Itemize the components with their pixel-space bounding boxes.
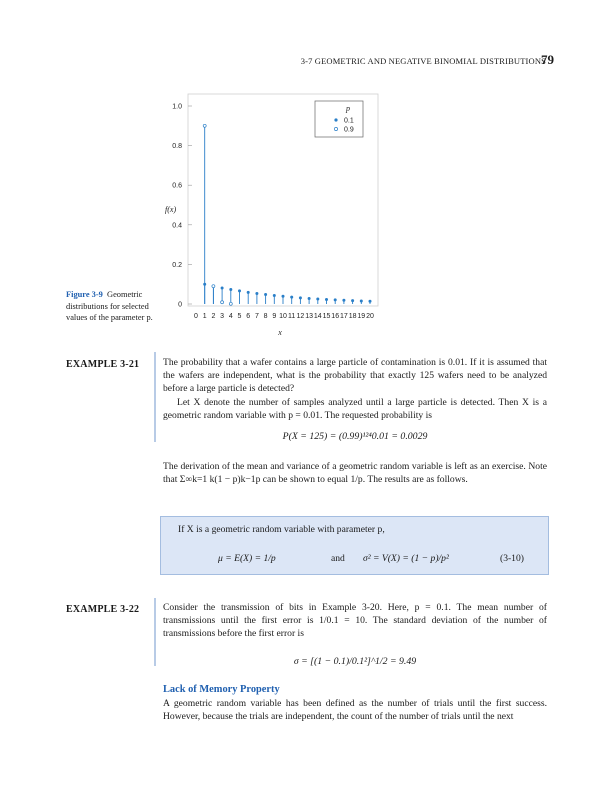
y-tick-label: 0 xyxy=(178,301,182,309)
point-0.1-x12 xyxy=(299,296,302,299)
y-tick-label: 0.4 xyxy=(172,222,182,230)
figure-label: Figure 3-9 xyxy=(66,290,103,299)
x-tick-label: 13 xyxy=(305,313,313,320)
x-tick-label: 10 xyxy=(279,313,287,320)
point-0.1-x7 xyxy=(255,292,258,295)
point-0.1-x4 xyxy=(229,288,232,291)
point-0.1-x16 xyxy=(334,298,337,301)
legend-title: p xyxy=(346,104,350,113)
point-0.1-x8 xyxy=(264,293,267,296)
x-tick-label: 20 xyxy=(366,313,374,320)
x-tick-label: 2 xyxy=(211,313,216,320)
example-3-22-equation: σ = [(1 − 0.1)/0.1²]^1/2 = 9.49 xyxy=(293,656,417,667)
x-tick-label: 1 xyxy=(202,313,207,320)
point-0.1-x15 xyxy=(325,298,328,301)
point-0.1-x11 xyxy=(290,296,293,299)
x-tick-label: 19 xyxy=(357,313,366,320)
point-0.1-x5 xyxy=(238,289,241,292)
x-tick-label: 15 xyxy=(322,313,331,320)
x-tick-label: 18 xyxy=(348,313,357,320)
figure-caption-text: Geometric distributions for selected values of the parameter p. xyxy=(66,290,153,322)
legend-marker-filled xyxy=(334,118,337,121)
legend-entry-0.9: 0.9 xyxy=(344,126,354,134)
mean-formula: μ = E(X) = 1/p xyxy=(218,553,276,564)
point-0.1-x20 xyxy=(369,300,372,303)
x-tick-label: 17 xyxy=(340,313,348,320)
example-3-22-paragraph: Consider the transmission of bits in Example 3-20. Here, p = 0.1. The mean number of transmissions until the first error is 1/0.1 = 10. The standard deviation of the number of transmissions before the first error is xyxy=(163,602,547,639)
x-tick-label: 14 xyxy=(313,313,322,320)
legend xyxy=(315,101,363,137)
example-3-22-label: EXAMPLE 3-22 xyxy=(66,604,140,615)
y-axis-label: f(x) xyxy=(165,205,177,214)
x-axis-label: x xyxy=(278,328,282,337)
example-3-21-paragraph-2: Let X denote the number of samples analyzed until a large particle is detected. Then X is a geometric random variable with p = 0.01. The requested probability is xyxy=(163,397,547,421)
example-3-21-label: EXAMPLE 3-21 xyxy=(66,359,140,370)
x-tick-label: 7 xyxy=(254,313,259,320)
x-tick-label: 16 xyxy=(331,313,340,320)
x-tick-label: 9 xyxy=(272,313,277,320)
geometric-chart xyxy=(160,82,390,344)
point-0.9-x3 xyxy=(221,301,224,304)
point-0.1-x14 xyxy=(316,298,319,301)
equation-number: (3-10) xyxy=(500,553,524,564)
point-0.1-x17 xyxy=(342,299,345,302)
section-heading: Lack of Memory Property xyxy=(163,684,280,695)
and-word: and xyxy=(331,553,345,564)
example-3-21-paragraph-3: The derivation of the mean and variance of a geometric random variable is left as an exercise. Note that Σ∞k=1 k(1 − p)k−1p can be shown to equal 1/p. The results are as follows. xyxy=(163,461,547,485)
point-0.1-x18 xyxy=(351,299,354,302)
variance-formula: σ² = V(X) = (1 − p)/p² xyxy=(363,553,449,564)
legend-entry-0.1: 0.1 xyxy=(344,117,354,125)
y-tick-label: 1.0 xyxy=(172,103,182,111)
point-0.1-x3 xyxy=(221,286,224,289)
section-paragraph: A geometric random variable has been defined as the number of trials until the first success. However, because the trials are independent, the count of the number of trials until the next xyxy=(163,698,547,722)
x-tick-label: 8 xyxy=(263,313,268,320)
x-tick-label: 12 xyxy=(296,313,305,320)
y-tick-label: 0.8 xyxy=(172,143,182,151)
x-tick-label: 4 xyxy=(228,313,233,320)
figure-caption xyxy=(66,289,162,324)
point-0.9-x2 xyxy=(212,285,215,288)
point-0.9-x1 xyxy=(203,124,206,127)
x-tick-label: 6 xyxy=(246,313,251,320)
x-tick-label: 3 xyxy=(220,313,225,320)
result-box-intro: If X is a geometric random variable with parameter p, xyxy=(178,524,385,535)
point-0.9-x4 xyxy=(229,302,232,305)
x-tick-label: 0 xyxy=(194,313,198,320)
point-0.1-x9 xyxy=(273,294,276,297)
point-0.1-x19 xyxy=(360,300,363,303)
x-tick-label: 11 xyxy=(288,313,296,320)
y-tick-label: 0.6 xyxy=(172,182,182,190)
point-0.1-x10 xyxy=(282,295,285,298)
legend-marker-open xyxy=(334,127,337,130)
point-0.1-x13 xyxy=(308,297,311,300)
page-number: 79 xyxy=(541,52,554,67)
y-tick-label: 0.2 xyxy=(172,261,182,269)
point-0.1-x6 xyxy=(247,291,250,294)
example-3-21-paragraph-1: The probability that a wafer contains a large particle of contamination is 0.01. If it is assumed that the wafers are independent, what is the probability that exactly 125 wafers need to be analyzed before a large particle is detected? xyxy=(163,357,547,394)
x-tick-label: 5 xyxy=(237,313,242,320)
example-3-21-bar xyxy=(154,352,156,442)
example-3-22-bar xyxy=(154,598,156,666)
running-header: 3-7 GEOMETRIC AND NEGATIVE BINOMIAL DISTRIBUTIONS xyxy=(300,56,546,66)
example-3-21-equation: P(X = 125) = (0.99)¹²⁴0.01 = 0.0029 xyxy=(282,431,428,442)
